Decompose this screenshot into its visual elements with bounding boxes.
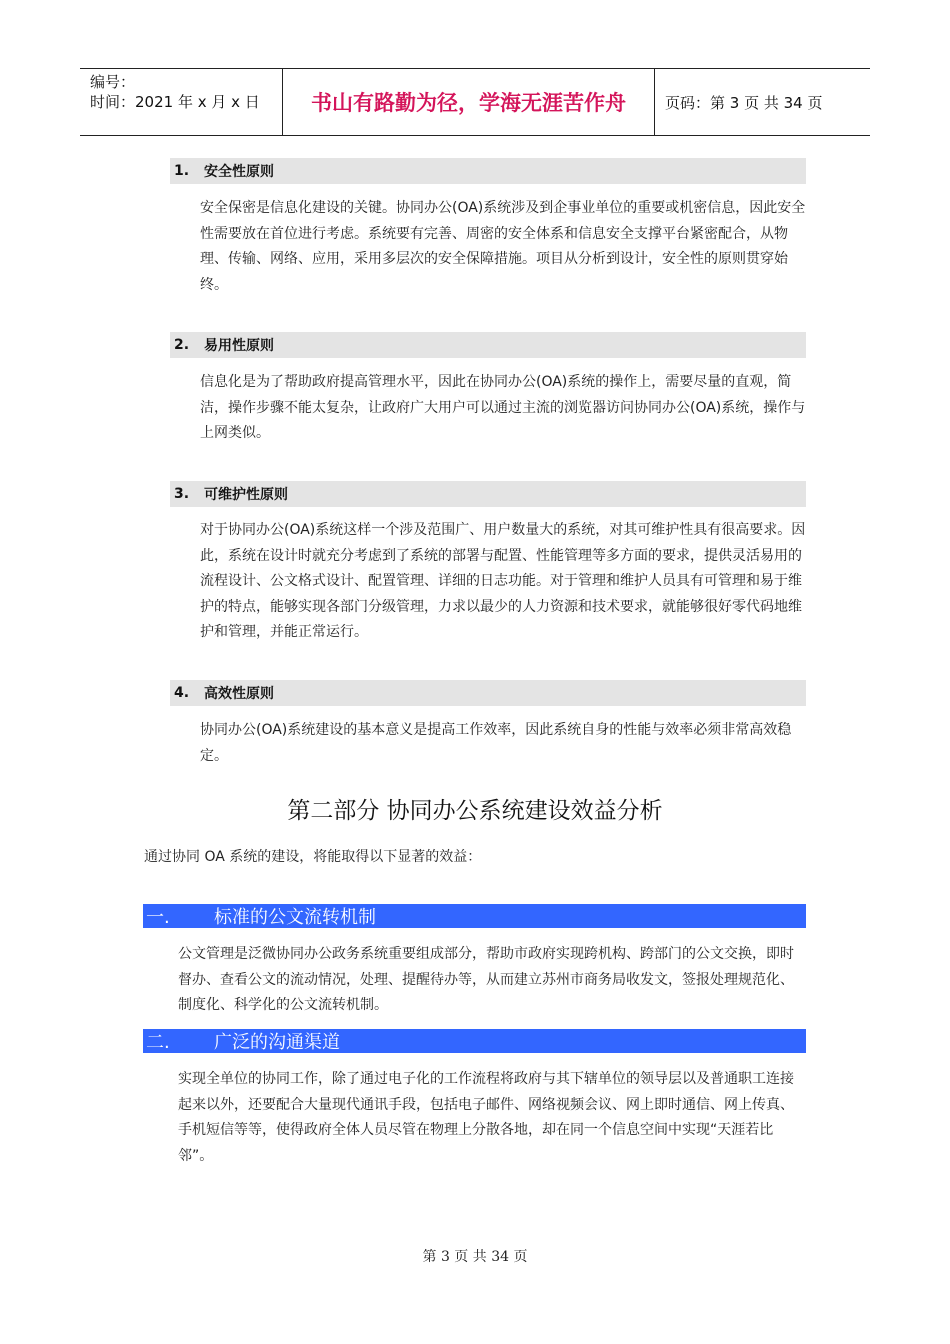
- section-title: 高效性原则: [204, 686, 274, 702]
- section-paragraph: 对于协同办公(OA)系统这样一个涉及范围广、用户数量大的系统，对其可维护性具有很高要求。因此，系统在设计时就充分考虑到了系统的部署与配置、性能管理等多方面的要求，提供灵活易用的流程设计、公文格式设计、配置管理、详细的日志功能。对于管理和维护人员具有可管理和易于维护的特点，能够实现各部门分级管理，力求以最少的人力资源和技术要求，就能够很好零代码地维护和管理，并能正常运行。: [200, 522, 806, 640]
- section-title: 安全性原则: [204, 164, 274, 180]
- benefit-title: 标准的公文流转机制: [214, 907, 376, 928]
- time-label: 时间：2021 年 x 月 x 日: [90, 93, 260, 111]
- header-page-info: 页码：第 3 页 共 34 页: [665, 93, 823, 112]
- page-header: [80, 68, 870, 136]
- benefit-heading: [143, 1029, 806, 1053]
- header-meta: [80, 69, 282, 135]
- part-title: 第二部分 协同办公系统建设效益分析: [287, 798, 663, 824]
- section-heading: [170, 680, 806, 706]
- benefit-paragraph: 公文管理是泛微协同办公政务系统重要组成部分，帮助市政府实现跨机构、跨部门的公文交换，即时督办、查看公文的流动情况，处理、提醒待办等，从而建立苏州市商务局收发文，签报处理规范化、制度化、科学化的公文流转机制。: [178, 946, 794, 1013]
- section-title: 可维护性原则: [204, 487, 288, 503]
- section-heading: [170, 481, 806, 507]
- section-heading: [170, 158, 806, 184]
- number-label: 编号：: [90, 73, 136, 91]
- section-number: 3.: [174, 486, 190, 502]
- benefit-number: 二.: [146, 1032, 170, 1053]
- section-heading: [170, 332, 806, 358]
- section-paragraph: 安全保密是信息化建设的关键。协同办公(OA)系统涉及到企事业单位的重要或机密信息，因此安全性需要放在首位进行考虑。系统要有完善、周密的安全体系和信息安全支撑平台紧密配合，从物理、传输、网络、应用，采用多层次的安全保障措施。项目从分析到设计，安全性的原则贯穿始终。: [200, 200, 806, 293]
- section-paragraph: 信息化是为了帮助政府提高管理水平，因此在协同办公(OA)系统的操作上，需要尽量的直观，简洁，操作步骤不能太复杂，让政府广大用户可以通过主流的浏览器访问协同办公(OA)系统，操作与上网类似。: [200, 374, 806, 441]
- page-footer: 第 3 页 共 34 页: [422, 1249, 528, 1265]
- section-number: 2.: [174, 337, 190, 353]
- benefit-number: 一.: [146, 907, 170, 928]
- section-paragraph: 协同办公(OA)系统建设的基本意义是提高工作效率，因此系统自身的性能与效率必须非常高效稳定。: [200, 722, 792, 764]
- benefit-paragraph: 实现全单位的协同工作，除了通过电子化的工作流程将政府与其下辖单位的领导层以及普通职工连接起来以外，还要配合大量现代通讯手段，包括电子邮件、网络视频会议、网上即时通信、网上传真、手机短信等等，使得政府全体人员尽管在物理上分散各地，却在同一个信息空间中实现“天涯若比邻”。: [178, 1071, 794, 1164]
- benefit-heading: [143, 904, 806, 928]
- section-title: 易用性原则: [204, 338, 274, 354]
- section-number: 1.: [174, 163, 190, 179]
- section-number: 4.: [174, 685, 190, 701]
- intro-text: 通过协同 OA 系统的建设，将能取得以下显著的效益：: [144, 849, 482, 865]
- header-motto: 书山有路勤为径，学海无涯苦作舟: [282, 69, 655, 135]
- benefit-title: 广泛的沟通渠道: [214, 1032, 340, 1053]
